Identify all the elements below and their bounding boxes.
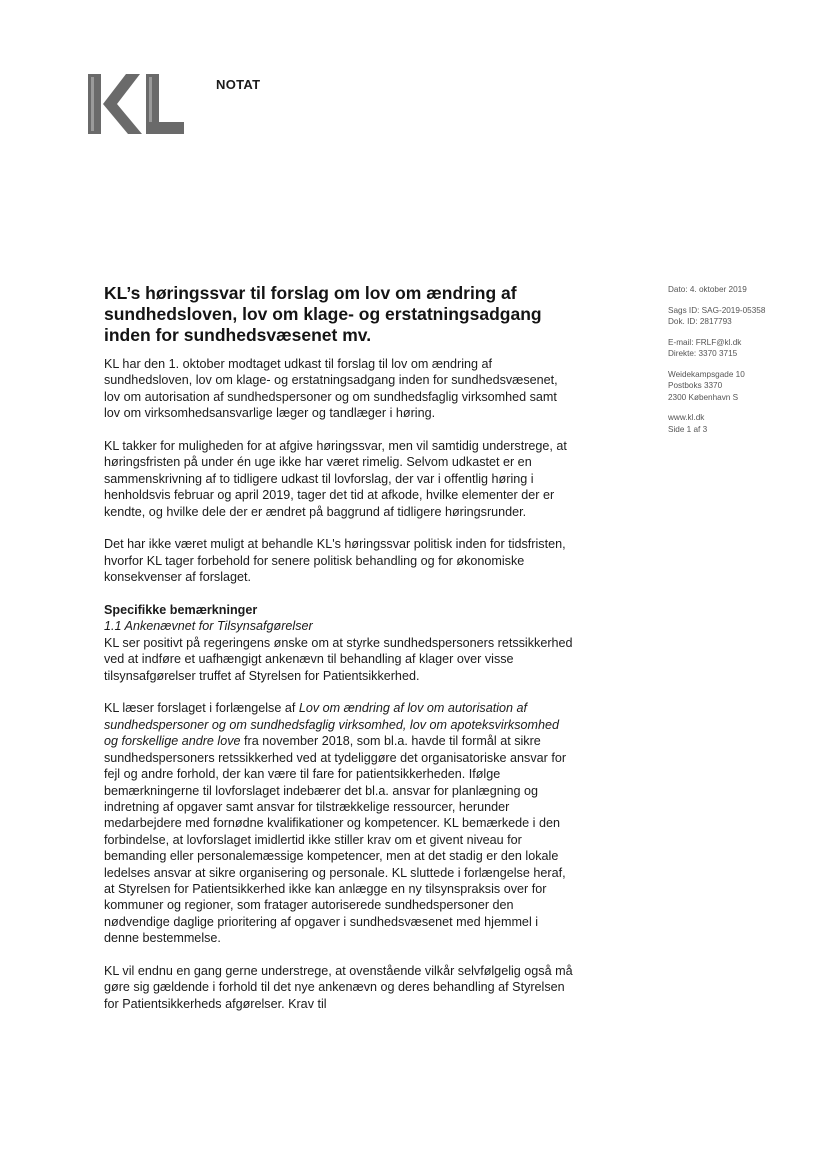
- section-heading: Specifikke bemærkninger: [104, 603, 258, 618]
- doc-id-line: Dok. ID: 2817793: [668, 317, 732, 326]
- paragraph-3: Det har ikke været muligt at behandle KL's høringssvar politisk inden for tidsfristen, hvorfor KL tager forbehold for senere politisk behandling og for økonomiske konsekvenser af forslaget.: [104, 537, 566, 585]
- paragraph-1: KL har den 1. oktober modtaget udkast til forslag til lov om ændring af sundhedsloven, lov om klage- og erstatningsadgang inden for sundhedsvæsenet, lov om autorisation af sundhedspersoner og om sundhedsfaglig virksomhed samt lov om virksomhedsansvarlige læger og tandlæger i høring.: [104, 357, 558, 421]
- address-line-2: Postboks 3370: [668, 381, 723, 390]
- email-line: E-mail: FRLF@kl.dk: [668, 337, 742, 347]
- case-id-line: Sags ID: SAG-2019-05358: [668, 305, 766, 315]
- document-body: [104, 356, 574, 1029]
- paragraph-5-rest: fra november 2018, som bl.a. havde til formål at sikre sundhedspersoners retssikkerhed ved at tydeliggøre det organisatoriske ansvar for fejl og andre forhold, der kan være til fare for patientsikkerheden. Ifølge bemærkningerne til lovforslaget indebærer det bl.a. ansvar for planlægning og indretning af opgaver samt ansvar for tilstrækkelige ressourcer, herunder medarbejdere med fornødne kvalifikationer og kompetencer. KL bemærkede i den forbindelse, at lovforslaget imidlertid ikke stiller krav om et givent niveau for bemanding eller personalemæssige kompetencer, men at det stadig er den lokale ledelses ansvar at sikre organisering og personale. KL sluttede i forlængelse heraf, at Styrelsen for Patientsikkerhed ikke kan anlægge en ny tilsynspraksis over for kommuner og regioner, som fratager autoriserede sundhedspersoner den nødvendige daglige prioritering af opgaver i sundhedsvæsenet med hjemmel i denne bestemmelse.: [104, 734, 567, 946]
- direct-phone-line: Direkte: 3370 3715: [668, 349, 738, 358]
- subsection-heading: 1.1 Ankenævnet for Tilsynsafgørelser: [104, 619, 313, 634]
- document-type: NOTAT: [216, 77, 261, 92]
- address-line-1: Weidekampsgade 10: [668, 369, 745, 379]
- website-line: www.kl.dk: [668, 413, 705, 422]
- kl-logo: [88, 74, 184, 134]
- page-number: Side 1 af 3: [668, 424, 708, 434]
- paragraph-6: KL vil endnu en gang gerne understrege, at ovenstående vilkår selvfølgelig også må gøre sig gældende i forhold til det nye ankenævn og deres behandling af Styrelsen for Patientsikkerheds afgørelser. Krav til: [104, 963, 573, 1011]
- paragraph-4: KL ser positivt på regeringens ønske om at styrke sundhedspersoners retssikkerhed ved at indføre et uafhængigt ankenævn til behandling af klager over visse tilsynsafgørelser truffet af Styrelsen for Patientsikkerhed.: [104, 635, 573, 683]
- paragraph-5-intro: KL læser forslaget i forlængelse af: [104, 701, 299, 716]
- document-title: KL’s høringssvar til forslag om lov om ændring af sundhedsloven, lov om klage- og erstatningsadgang inden for sundhedsvæsenet mv.: [104, 283, 542, 345]
- address-line-3: 2300 København S: [668, 392, 739, 402]
- date-line: Dato: 4. oktober 2019: [668, 285, 747, 294]
- paragraph-5: [104, 700, 574, 946]
- paragraph-2: KL takker for muligheden for at afgive høringssvar, men vil samtidig understrege, at høringsfristen på under én uge ikke har været rimelig. Selvom udkastet er en sammenskrivning af to tidligere udkast til lovforslag, der var i offentlig høring i henholdsvis februar og april 2019, tager det tid at afkode, hvilke elementer der er kendte, og hvilke dele der er ændret på baggrund af tidligere høringsrunder.: [104, 439, 567, 519]
- metadata-sidebar: [668, 284, 818, 444]
- law-reference: Lov om ændring af lov om autorisation af sundhedspersoner og om sundhedsfaglig virksomhed, lov om apoteksvirksomhed og forskellige andre love: [104, 701, 560, 749]
